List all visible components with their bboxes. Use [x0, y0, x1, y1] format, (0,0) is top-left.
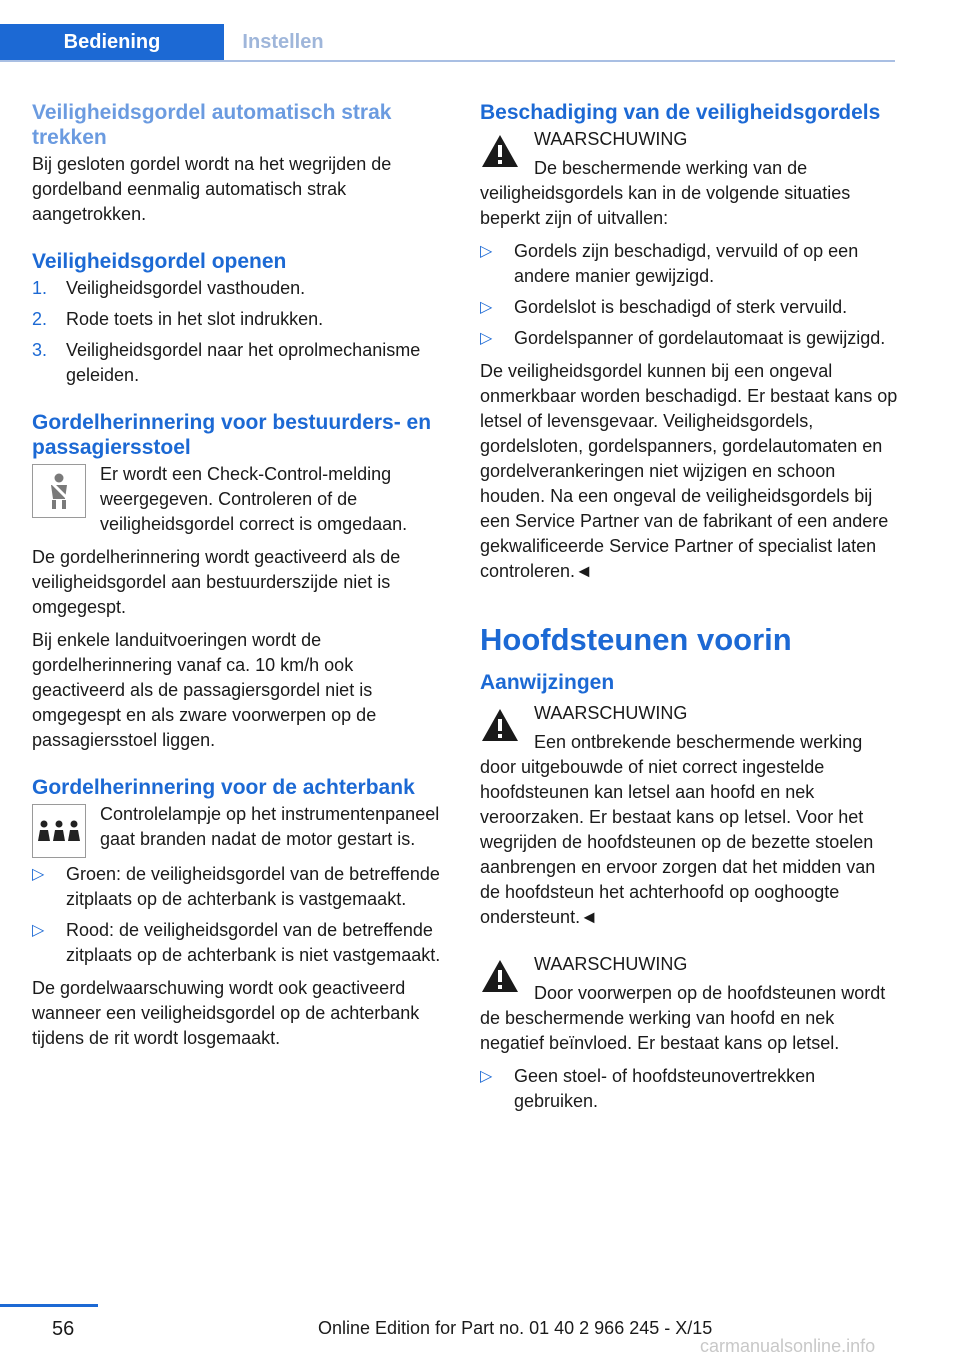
- steps-list: [32, 276, 450, 388]
- list-item: ▷ Rood: de veiligheidsgordel van de betreffende zitplaats op de achterbank is niet vastgemaakt.: [32, 920, 441, 965]
- indicator-row-seatbelt: [32, 462, 450, 545]
- chapter-title-hoofdsteunen: Hoofdsteunen voorin: [480, 622, 792, 657]
- triangle-bullet-icon: ▷: [32, 922, 45, 939]
- seatbelt-icon: [32, 464, 86, 518]
- status-list: [32, 862, 450, 968]
- indicator-row-rear-seats: [32, 802, 450, 862]
- left-column: [32, 100, 450, 1059]
- page-number-rule: [0, 1304, 98, 1307]
- section-title-gordelherinnering-voor: Gordelherinnering voor bestuurders- en passagiersstoel: [32, 411, 432, 459]
- list-item: ▷ Groen: de veiligheidsgordel van de betreffende zitplaats op de achterbank is vastgemaakt.: [32, 864, 440, 909]
- warning-block: [480, 127, 898, 239]
- warning-label: WAARSCHUWING: [534, 954, 688, 974]
- triangle-bullet-icon: ▷: [480, 243, 493, 260]
- paragraph: De gordelherinnering wordt geactiveerd als de veiligheidsgordel aan bestuurderszijde niet is omgegespt.: [32, 547, 401, 617]
- rear-seatbelt-icon: [32, 804, 86, 858]
- warning-text: Een ontbrekende beschermende werking door uitgebouwde of niet correct ingestelde hoofdsteunen kan letsel aan hoofd en nek veroorzaken. Er bestaat kans op letsel. Voor het wegrijden de hoofdsteunen op de bezette stoelen aanbrengen en ervoor zorgen dat het midden van de hoofdsteun het achterhoofd op ooghoogte ondersteunt.◄: [480, 732, 876, 927]
- step-item: 1. Veiligheidsgordel vasthouden.: [32, 278, 306, 298]
- page-number: 56: [52, 1318, 75, 1340]
- step-item: 2. Rode toets in het slot indrukken.: [32, 309, 324, 329]
- paragraph: De veiligheidsgordel kunnen bij een ongeval onmerkbaar worden beschadigd. Er bestaat kans op letsel of levensgevaar. Veiligheidsgordels, gordelsloten, gordelspanners, gordelautomaten en gordelverankeringen niet wijzigen en schoon houden. Na een ongeval de veiligheidsgordels bij een Service Partner van de fabrikant of een andere gekwalificeerde Service Partner of specialist laten controleren.◄: [480, 361, 898, 581]
- edition-footer: Online Edition for Part no. 01 40 2 966 245 - X/15: [318, 1318, 713, 1338]
- triangle-bullet-icon: ▷: [32, 866, 45, 883]
- list-item: ▷ Geen stoel- of hoofdsteunovertrekken gebruiken.: [480, 1066, 816, 1111]
- step-item: 3. Veiligheidsgordel naar het oprolmechanisme geleiden.: [32, 340, 421, 385]
- headrest-list: [480, 1064, 898, 1114]
- list-item: ▷ Gordelspanner of gordelautomaat is gewijzigd.: [480, 326, 898, 351]
- warning-text: De beschermende werking van de veiligheidsgordels kan in de volgende situaties beperkt zijn of uitvallen:: [480, 158, 851, 228]
- tab-bediening[interactable]: Bediening: [0, 24, 224, 60]
- watermark: carmanualsonline.info: [700, 1336, 876, 1356]
- indicator-description: Er wordt een Check-Control-melding weergegeven. Controleren of de veiligheidsgordel correct is omgedaan.: [100, 464, 408, 534]
- indicator-description: Controlelampje op het instrumentenpaneel gaat branden nadat de motor gestart is.: [100, 804, 440, 849]
- section-title-strak-trekken: Veiligheidsgordel automatisch strak trekken: [32, 101, 392, 149]
- section-title-gordelherinnering-achterbank: Gordelherinnering voor de achterbank: [32, 776, 415, 799]
- warning-triangle-icon: [480, 707, 520, 743]
- triangle-bullet-icon: ▷: [480, 299, 493, 316]
- damage-list: [480, 239, 898, 351]
- header-divider: [0, 60, 895, 62]
- warning-block: [480, 701, 898, 938]
- warning-triangle-icon: [480, 958, 520, 994]
- warning-text: Door voorwerpen op de hoofdsteunen wordt de beschermende werking van hoofd en nek negatief beïnvloed. Er bestaat kans op letsel.: [480, 983, 886, 1053]
- right-column: [480, 100, 898, 1122]
- paragraph: Bij gesloten gordel wordt na het wegrijden de gordelband eenmalig automatisch strak aangetrokken.: [32, 154, 392, 224]
- section-title-aanwijzingen: Aanwijzingen: [480, 671, 615, 694]
- section-title-gordel-openen: Veiligheidsgordel openen: [32, 250, 287, 273]
- warning-label: WAARSCHUWING: [534, 703, 688, 723]
- triangle-bullet-icon: ▷: [480, 330, 493, 347]
- paragraph: Bij enkele landuitvoeringen wordt de gordelherinnering vanaf ca. 10 km/h ook geactiveerd als de passagiersgordel niet is omgegespt en als zware voorwerpen op de passagiersstoel liggen.: [32, 630, 377, 750]
- warning-block: [480, 952, 898, 1064]
- triangle-bullet-icon: ▷: [480, 1068, 493, 1085]
- paragraph: De gordelwaarschuwing wordt ook geactiveerd wanneer een veiligheidsgordel op de achterbank tijdens de rit wordt losgemaakt.: [32, 978, 420, 1048]
- warning-triangle-icon: [480, 133, 520, 169]
- list-item: ▷ Gordels zijn beschadigd, vervuild of op een andere manier gewijzigd.: [480, 241, 859, 286]
- tab-instellen[interactable]: Instellen: [242, 30, 324, 53]
- section-title-beschadiging: Beschadiging van de veiligheidsgordels: [480, 101, 881, 124]
- warning-label: WAARSCHUWING: [534, 129, 688, 149]
- header-tabs: [0, 0, 895, 62]
- list-item: ▷ Gordelslot is beschadigd of sterk vervuild.: [480, 295, 898, 320]
